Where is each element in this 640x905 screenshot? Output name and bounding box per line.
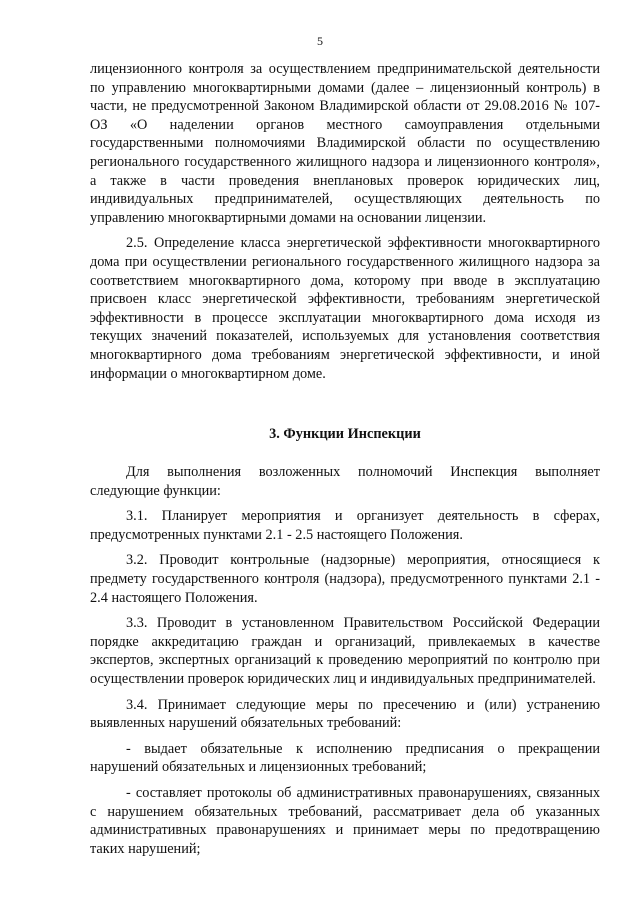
- paragraph-3-3: 3.3. Проводит в установленном Правительством Российской Федерации порядке аккредитацию граждан и организаций, привлекаемых в качестве экспертов, экспертных организаций к проведению мероприятий по контролю при осуществлении проверок юридических лиц и индивидуальных предпринимателей.: [90, 615, 600, 688]
- paragraph-3-4: 3.4. Принимает следующие меры по пресечению и (или) устранению выявленных нарушений обязательных требований:: [90, 696, 600, 732]
- section-heading: 3. Функции Инспекции: [269, 426, 421, 443]
- paragraph-bullet-1: - выдает обязательные к исполнению предписания о прекращении нарушений обязательных и лицензионных требований;: [90, 740, 600, 776]
- paragraph-continued: лицензионного контроля за осуществлением предпринимательской деятельности по управлению многоквартирными домами (далее – лицензионный контроль) в части, не предусмотренной Законом Владимирской области от 29.08.2016 № 107-ОЗ «О наделении органов местного самоуправления отдельными государственными полномочиями Владимирской области по осуществлению регионального государственного жилищного надзора и лицензионного контроля», а также в части проведения внеплановых проверок юридических лиц, индивидуальных предпринимателей, осуществляющих деятельность по управлению многоквартирными домами на основании лицензии.: [90, 61, 600, 226]
- paragraph-3-1: 3.1. Планирует мероприятия и организует деятельность в сферах, предусмотренных пунктами 2.1 - 2.5 настоящего Положения.: [90, 508, 600, 543]
- paragraph-intro: Для выполнения возложенных полномочий Инспекция выполняет следующие функции:: [90, 464, 600, 499]
- document-body: [90, 60, 600, 858]
- paragraph-2-5: 2.5. Определение класса энергетической эффективности многоквартирного дома при осуществлении регионального государственного жилищного надзора за соответствием многоквартирного дома, которому при вводе в эксплуатацию присвоен класс энергетической эффективности, требованиям энергетической эффективности в процессе эксплуатации многоквартирного дома исходя из текущих значений показателей, используемых для установления соответствия многоквартирного дома требованиям энергетической эффективности, и иной информации о многоквартирном доме.: [90, 235, 600, 382]
- paragraph-bullet-2: - составляет протоколы об административных правонарушениях, связанных с нарушением обязательных требований, рассматривает дела об указанных административных правонарушениях и принимает меры по предотвращению таких нарушений;: [90, 785, 600, 857]
- page-number: 5: [317, 34, 323, 48]
- paragraph-3-2: 3.2. Проводит контрольные (надзорные) мероприятия, относящиеся к предмету государственного контроля (надзора), предусмотренного пунктами 2.1 - 2.4 настоящего Положения.: [90, 552, 600, 606]
